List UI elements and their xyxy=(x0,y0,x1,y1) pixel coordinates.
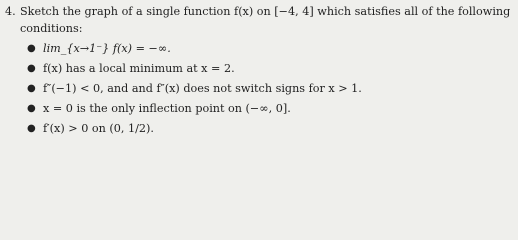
bullet-icon: ● xyxy=(27,82,36,94)
bullet-icon: ● xyxy=(27,102,36,114)
condition-item xyxy=(27,83,515,103)
bullet-icon: ● xyxy=(27,122,36,134)
condition-text: f(x) has a local minimum at x = 2. xyxy=(43,61,235,75)
conditions-list xyxy=(5,43,515,143)
condition-item xyxy=(27,103,515,123)
bullet-icon: ● xyxy=(27,62,36,74)
condition-item xyxy=(27,43,515,63)
problem-prompt-line-1: Sketch the graph of a single function f(x) on [−4, 4] which satisfies all of the following xyxy=(20,5,511,18)
problem-prompt-line-2: conditions: xyxy=(20,21,83,35)
bullet-icon: ● xyxy=(27,42,36,54)
condition-text: f″(−1) < 0, and and f″(x) does not switch signs for x > 1. xyxy=(43,81,362,95)
condition-item xyxy=(27,63,515,83)
problem-header xyxy=(5,6,515,19)
condition-text: lim_{x→1⁻} f(x) = −∞. xyxy=(43,41,171,55)
problem-number: 4. xyxy=(5,5,16,18)
problem-4 xyxy=(5,6,515,143)
condition-item xyxy=(27,123,515,143)
condition-text: x = 0 is the only inflection point on (−∞, 0]. xyxy=(43,101,291,115)
condition-text: f′(x) > 0 on (0, 1/2). xyxy=(43,121,154,135)
